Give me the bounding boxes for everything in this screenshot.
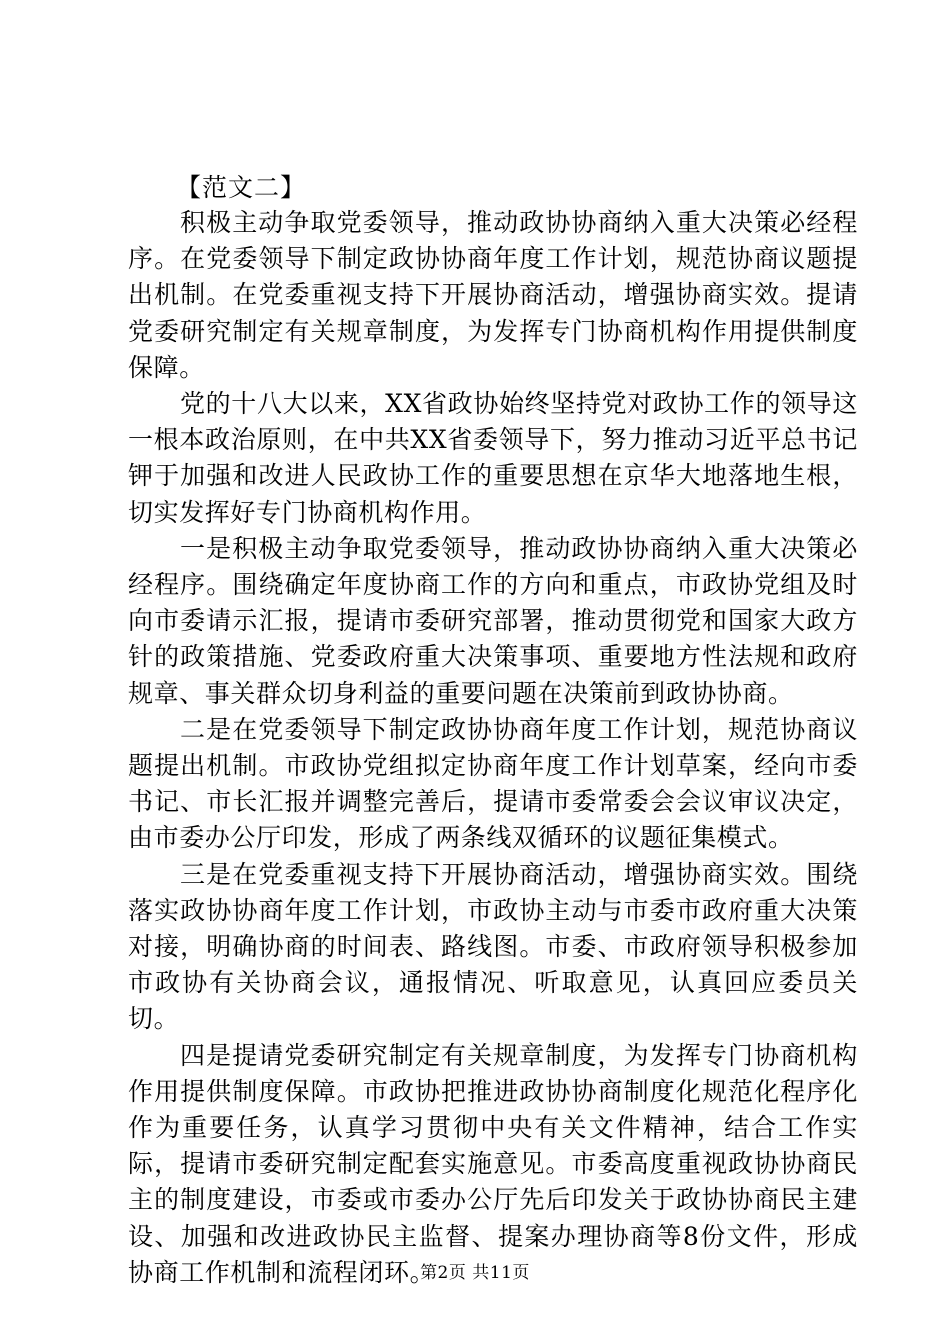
- paragraph-summary: 积极主动争取党委领导，推动政协协商纳入重大决策必经程序。在党委领导下制定政协协商年度工作计划，规范协商议题提出机制。在党委重视支持下开展协商活动，增强协商实效。提请党委研究制定有关规章制度，为发挥专门协商机构作用提供制度保障。: [128, 208, 858, 382]
- document-body: [128, 170, 858, 1291]
- paragraph-point-two: 二是在党委领导下制定政协协商年度工作计划，规范协商议题提出机制。市政协党组拟定协商年度工作计划草案，经向市委书记、市长汇报并调整完善后，提请市委常委会会议审议决定，由市委办公厅印发，形成了两条线双循环的议题征集模式。: [128, 714, 858, 853]
- paragraph-point-one: 一是积极主动争取党委领导，推动政协协商纳入重大决策必经程序。围绕确定年度协商工作的方向和重点，市政协党组及时向市委请示汇报，提请市委研究部署，推动贯彻党和国家大政方针的政策措施、党委政府重大决策事项、重要地方性法规和政府规章、事关群众切身利益的重要问题在决策前到政协协商。: [128, 533, 858, 708]
- paragraph-point-four: 四是提请党委研究制定有关规章制度，为发挥专门协商机构作用提供制度保障。市政协把推进政协协商制度化规范化程序化作为重要任务，认真学习贯彻中央有关文件精神，结合工作实际，提请市委研究制定配套实施意见。市委高度重视政协协商民主的制度建设，市委或市委办公厅先后印发关于政协协商民主建设、加强和改进政协民主监督、提案办理协商等8份文件，形成协商工作机制和流程闭环。: [128, 1040, 858, 1287]
- page-number: 第2页 共11页: [420, 1263, 530, 1283]
- paragraph-intro: 党的十八大以来，XX省政协始终坚持党对政协工作的领导这一根本政治原则，在中共XX省委领导下，努力推动习近平总书记钾于加强和改进人民政协工作的重要思想在京华大地落地生根，切实发挥好专门协商机构作用。: [128, 389, 858, 527]
- section-heading: 【范文二】: [176, 173, 307, 202]
- paragraph-point-three: 三是在党委重视支持下开展协商活动，增强协商实效。围绕落实政协协商年度工作计划，市政协主动与市委市政府重大决策对接，明确协商的时间表、路线图。市委、市政府领导积极参加市政协有关协商会议，通报情况、听取意见，认真回应委员关切。: [128, 859, 858, 1034]
